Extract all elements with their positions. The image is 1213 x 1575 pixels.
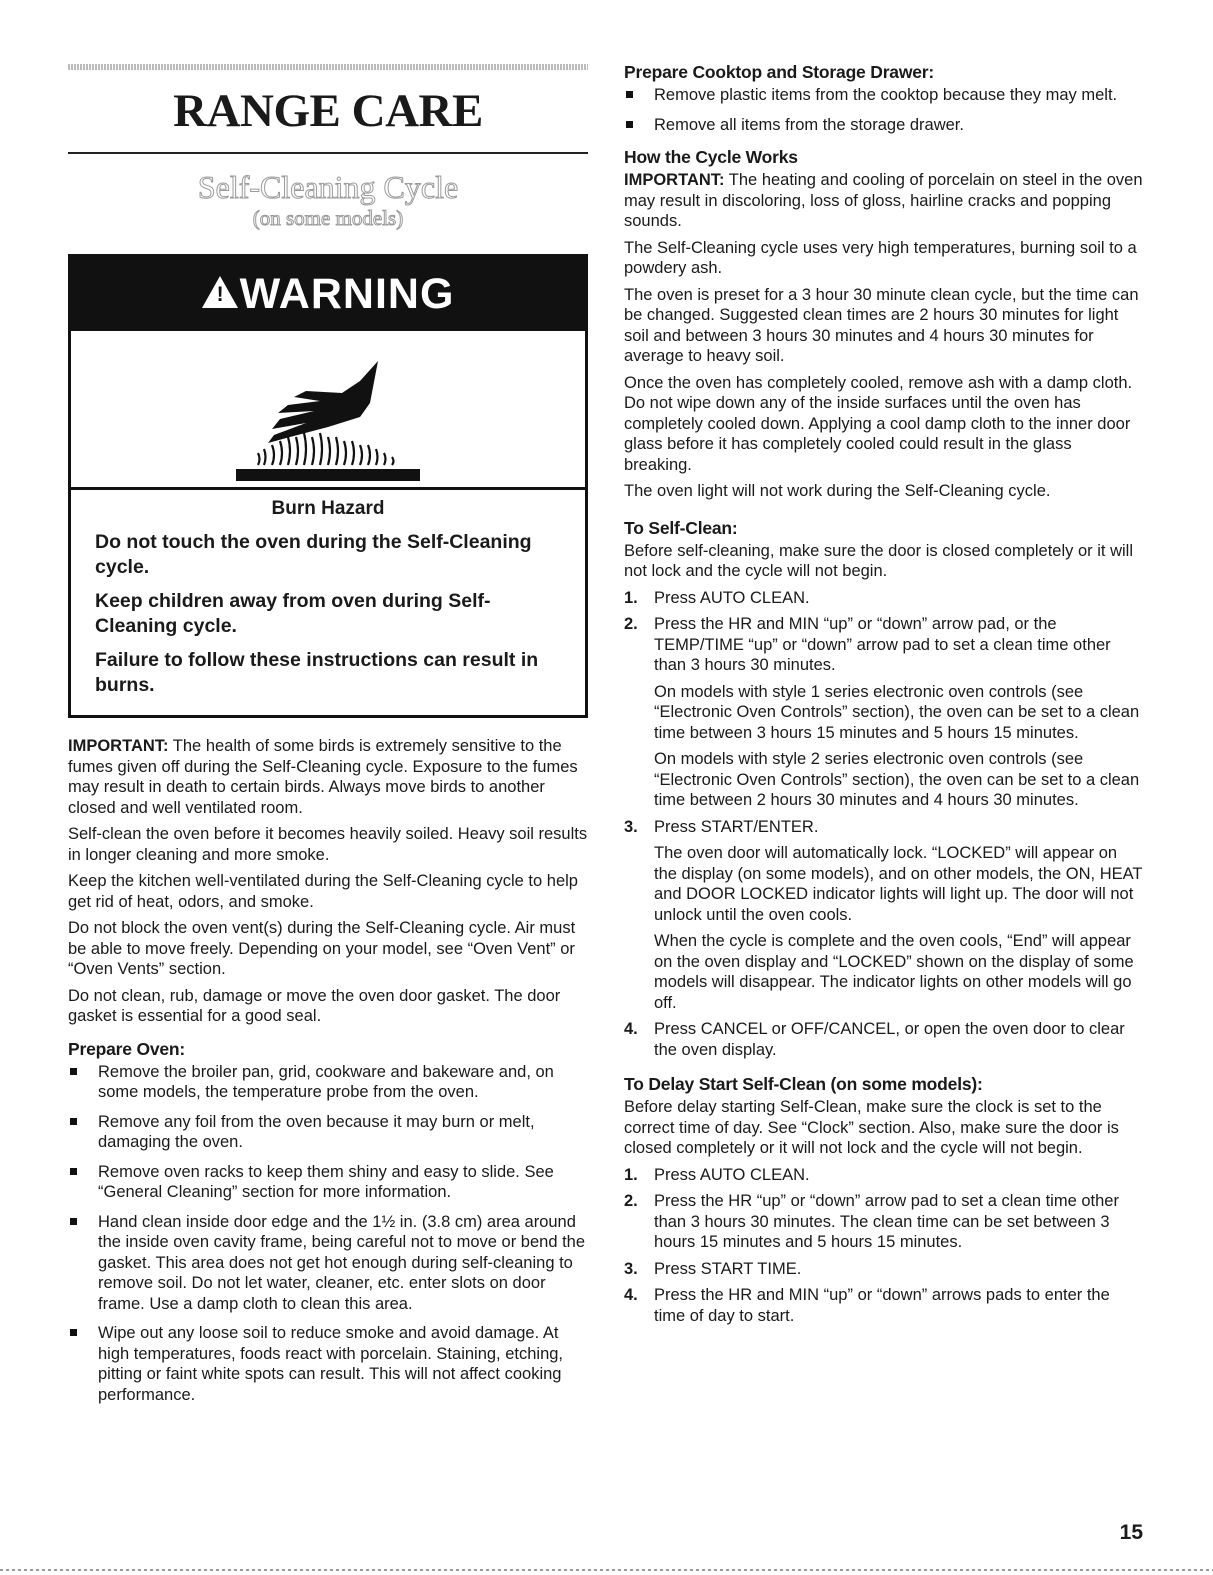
list-item: Remove plastic items from the cooktop because they may melt. xyxy=(624,85,1144,106)
prepare-cooktop-heading: Prepare Cooktop and Storage Drawer: xyxy=(624,62,935,82)
step-text: Press the HR “up” or “down” arrow pad to set a clean time other than 3 hours 30 minutes. The clean time can be set between 3 hours 15 minutes and 5 hours 15 minutes. xyxy=(654,1192,1119,1251)
list-item: Remove any foil from the oven because it may burn or melt, damaging the oven. xyxy=(68,1112,588,1153)
list-item: Remove the broiler pan, grid, cookware and bakeware and, on some models, the temperature probe from the oven. xyxy=(68,1062,588,1103)
step-number: 1. xyxy=(624,1165,638,1184)
bottom-scan-line xyxy=(0,1569,1213,1571)
top-decorative-bar xyxy=(68,64,588,70)
step-note: On models with style 2 series electronic oven controls (see “Electronic Oven Controls” section), the oven can be set to a clean time between 2 hours 30 minutes and 4 hours 30 minutes. xyxy=(654,750,1140,809)
list-item: Remove all items from the storage drawer. xyxy=(624,115,1144,136)
step-text: Press START/ENTER. xyxy=(654,817,819,836)
important-label: IMPORTANT: xyxy=(68,737,169,755)
paragraph: Self-clean the oven before it becomes heavily soiled. Heavy soil results in longer cleaning and more smoke. xyxy=(68,825,588,864)
section-subtitle: (on some models) xyxy=(252,206,404,230)
step-number: 2. xyxy=(624,615,638,633)
paragraph: Before self-cleaning, make sure the door is closed completely or it will not lock and the cycle will not begin. xyxy=(624,541,1133,580)
warning-box xyxy=(68,254,588,718)
step-text: Press the HR and MIN “up” or “down” arrows pads to enter the time of day to start. xyxy=(654,1286,1110,1325)
self-clean-steps xyxy=(624,588,1144,1061)
step-item xyxy=(624,817,1144,1014)
important-text: The health of some birds is extremely sensitive to the fumes given off during the Self-Cleaning cycle. Exposure to the fumes may result in death to certain birds. Always move birds to another closed and well ventilated room. xyxy=(68,737,578,817)
list-item: Remove oven racks to keep them shiny and easy to slide. See “General Cleaning” section for more information. xyxy=(68,1162,588,1203)
list-item: Wipe out any loose soil to reduce smoke and avoid damage. At high temperatures, foods react with porcelain. Staining, etching, pitting or faint white spots can result. This will not affect cooking performance. xyxy=(68,1323,588,1405)
step-item xyxy=(624,1191,1144,1253)
step-text: Press START TIME. xyxy=(654,1259,802,1278)
section-title: Self-Cleaning Cycle xyxy=(197,169,459,205)
paragraph: Do not block the oven vent(s) during the Self-Cleaning cycle. Air must be able to move freely. Depending on your model, see “Oven Vent” or “Oven Vents” section. xyxy=(68,919,576,978)
delay-start-steps xyxy=(624,1165,1144,1327)
prepare-oven-list xyxy=(68,1062,588,1406)
step-number: 2. xyxy=(624,1192,638,1210)
delay-start-heading: To Delay Start Self-Clean (on some models): xyxy=(624,1074,983,1094)
self-clean-heading: To Self-Clean: xyxy=(624,517,738,538)
warning-triangle-icon: ! xyxy=(202,276,238,308)
important-paragraph xyxy=(624,170,1144,232)
list-item: Hand clean inside door edge and the 1½ in. (3.8 cm) area around the inside oven cavity frame, being careful not to move or bend the gasket. This area does not get hot enough during self-cleaning to remove soil. Do not let water, cleaner, etc. enter slots on door frame. Use a damp cloth to clean this area. xyxy=(68,1212,588,1315)
right-column xyxy=(624,62,1144,1332)
warning-label: WARNING xyxy=(239,269,455,318)
step-note: On models with style 1 series electronic oven controls (see “Electronic Oven Controls” section), the oven can be set to a clean time between 3 hours 15 minutes and 5 hours 15 minutes. xyxy=(654,682,1140,742)
left-body xyxy=(68,736,588,1405)
hazard-title: Burn Hazard xyxy=(271,498,385,519)
step-item xyxy=(624,588,1144,609)
paragraph: Do not clean, rub, damage or move the oven door gasket. The door gasket is essential for a good seal. xyxy=(68,986,561,1025)
step-number: 4. xyxy=(624,1020,638,1038)
paragraph: Keep the kitchen well-ventilated during the Self-Cleaning cycle to help get rid of heat, odors, and smoke. xyxy=(68,872,578,911)
paragraph: Once the oven has completely cooled, remove ash with a damp cloth. Do not wipe down any of the inside surfaces until the oven has completely cooled down. Applying a cool damp cloth to the inner door glass before it has completely cooled could result in the glass breaking. xyxy=(624,373,1133,474)
step-item xyxy=(624,1285,1144,1326)
step-number: 4. xyxy=(624,1286,638,1304)
step-number: 3. xyxy=(624,1259,638,1278)
warning-line: Failure to follow these instructions can result in burns. xyxy=(95,649,539,696)
step-note: When the cycle is complete and the oven cools, “End” will appear on the oven display and “LOCKED” shown on the display of some models will disappear. The indicator lights on other models will go off. xyxy=(654,932,1134,1012)
paragraph: The oven light will not work during the Self-Cleaning cycle. xyxy=(624,482,1051,500)
warning-line: Keep children away from oven during Self-Cleaning cycle. xyxy=(95,590,491,637)
prepare-oven-heading: Prepare Oven: xyxy=(68,1038,186,1059)
step-text: Press AUTO CLEAN. xyxy=(654,588,810,607)
important-paragraph xyxy=(68,736,588,818)
step-item xyxy=(624,1019,1144,1060)
step-item xyxy=(624,1165,1144,1186)
important-label: IMPORTANT: xyxy=(624,171,725,189)
warning-header xyxy=(71,257,585,331)
hot-surface-hand-icon xyxy=(71,331,585,490)
warning-text xyxy=(71,490,585,715)
step-number: 3. xyxy=(624,817,638,836)
step-number: 1. xyxy=(624,588,638,607)
title-rule xyxy=(68,152,588,154)
step-note: The oven door will automatically lock. “LOCKED” will appear on the display (on some models), and on other models, the ON, HEAT and DOOR LOCKED indicator lights will light up. The door will not unlock until the oven cools. xyxy=(654,844,1143,924)
step-text: Press CANCEL or OFF/CANCEL, or open the oven door to clear the oven display. xyxy=(654,1020,1125,1059)
paragraph: Before delay starting Self-Clean, make sure the clock is set to the correct time of day. See “Clock” section. Also, make sure the door is closed completely or it will not lock and the cycle will not begin. xyxy=(624,1098,1119,1157)
paragraph: The oven is preset for a 3 hour 30 minute clean cycle, but the time can be changed. Suggested clean times are 2 hours 30 minutes for light soil and between 3 hours 30 minutes and 4 hours 30 minutes for average to heavy soil. xyxy=(624,285,1139,365)
how-cycle-works-heading: How the Cycle Works xyxy=(624,147,798,167)
important-text: The heating and cooling of porcelain on steel in the oven may result in discoloring, loss of gloss, hairline cracks and popping sounds. xyxy=(624,171,1143,230)
step-text: Press the HR and MIN “up” or “down” arrow pad, or the TEMP/TIME “up” or “down” arrow pad to set a clean time other than 3 hours 30 minutes. xyxy=(654,615,1111,674)
prepare-cooktop-list xyxy=(624,85,1144,135)
warning-line: Do not touch the oven during the Self-Cleaning cycle. xyxy=(95,531,532,578)
paragraph: The Self-Cleaning cycle uses very high temperatures, burning soil to a powdery ash. xyxy=(624,238,1137,277)
step-text: Press AUTO CLEAN. xyxy=(654,1165,810,1184)
page-number: 15 xyxy=(1119,1521,1143,1544)
page-title: RANGE CARE xyxy=(173,85,483,137)
step-item xyxy=(624,614,1144,811)
left-column xyxy=(68,64,588,1414)
step-item xyxy=(624,1259,1144,1280)
